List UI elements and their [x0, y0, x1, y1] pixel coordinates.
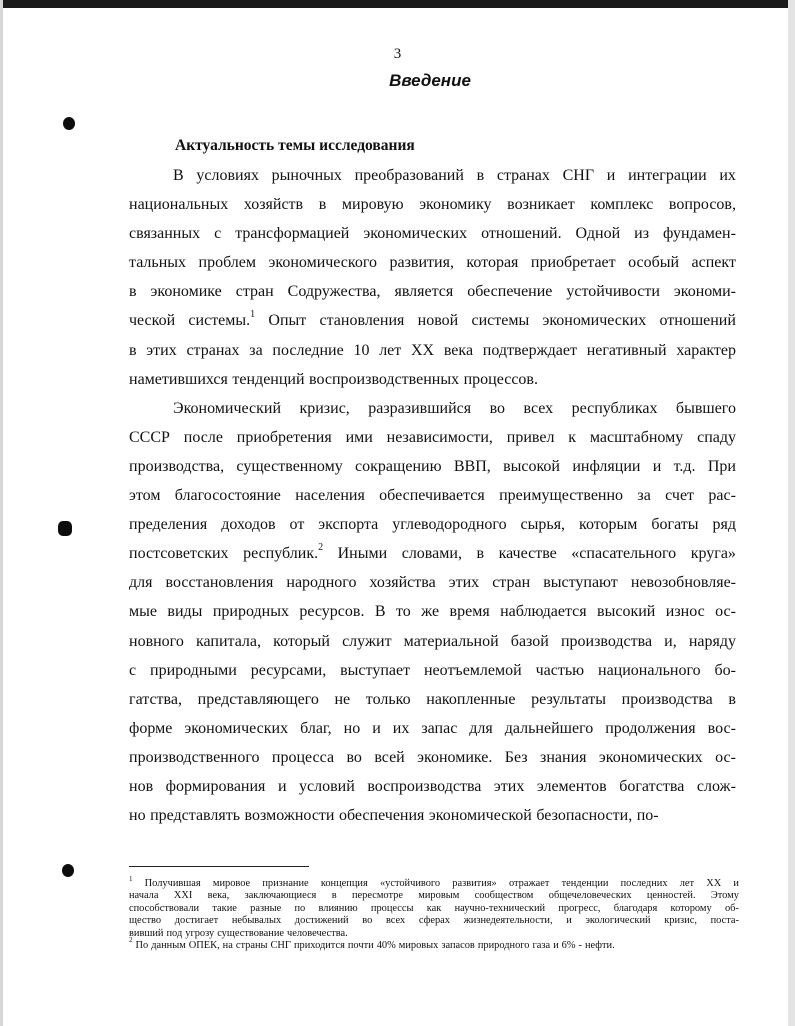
paragraph-line: нов формирования и условий воспроизводства этих элементов богатства слож- [129, 777, 736, 795]
paragraph-line: ческой системы.$^1$ Опыт становления новой системы экономических отношений [129, 309, 736, 330]
paragraph-line: национальных хозяйств в мировую экономику возникает комплекс вопросов, [129, 196, 736, 214]
punch-hole-mark [63, 117, 75, 130]
page-number: 3 [393, 46, 402, 62]
footnote-line: способствовали такие разные по влиянию процессы как научно-технический прогресс, благодаря которому об- [129, 902, 739, 914]
paragraph-line: но представлять возможности обеспечения экономической безопасности, по- [129, 807, 659, 825]
section-heading: Актуальность темы исследования [175, 137, 415, 154]
paragraph-line: этом благосостояние населения обеспечивается преимущественно за счет рас- [129, 487, 736, 505]
footnote-line: вивший под угрозу существование человечества. [129, 927, 348, 939]
paragraph-line: В условиях рыночных преобразований в странах СНГ и интеграции их [173, 167, 736, 184]
paragraph-line: СССР после приобретения ими независимости, привел к масштабному спаду [129, 428, 736, 446]
paragraph-line: в этих странах за последние 10 лет XX века подтверждает негативный характер [129, 341, 736, 359]
paragraph-line: в экономике стран Содружества, является обеспечение устойчивости экономи- [129, 283, 736, 301]
paragraph-line: форме экономических благ, но и их запас для дальнейшего продолжения вос- [129, 719, 736, 737]
paragraph-line: новного капитала, который служит материальной базой производства и, наряду [129, 632, 736, 650]
paragraph-line: гатства, представляющего не только накопленные результаты производства в [129, 690, 736, 708]
paragraph-line: тальных проблем экономического развития, которая приобретает особый аспект [129, 254, 736, 272]
paragraph-line: производственного процесса во всей экономике. Без знания экономических ос- [129, 748, 736, 766]
paragraph-line: пределения доходов от экспорта углеводородного сырья, которым богаты ряд [129, 516, 736, 534]
paragraph-line: для восстановления народного хозяйства этих стран выступают невозобновляе- [129, 574, 736, 592]
paragraph-line: с природными ресурсами, выступает неотъемлемой частью национального бо- [129, 661, 736, 679]
footnote-line: щество достигает небывалых достижений во всех сферах жизнедеятельности, и экологический кризис, поста- [129, 915, 739, 927]
paragraph-line: наметившихся тенденций воспроизводственных процессов. [129, 370, 538, 388]
paragraph-line: постсоветских республик.$^2$ Иными словами, в качестве «спасательного круга» [129, 541, 736, 563]
paragraph-line: мые виды природных ресурсов. В то же время наблюдается высокий износ ос- [129, 603, 736, 621]
punch-hole-mark [62, 864, 74, 877]
scan-top-edge [0, 0, 795, 8]
punch-hole-mark [58, 521, 72, 536]
footnote-line: $^2$ По данным ОПЕК, на страны СНГ приходится почти 40% мировых запасов природного газа и 6% - нефти. [129, 936, 615, 951]
footnotes [129, 874, 739, 952]
footnote-separator [129, 866, 309, 867]
chapter-title: Введение [389, 71, 471, 90]
footnote-line: начала XXI века, заключающиеся в пересмотре мировым сообществом общечеловеческих ценностей. Этому [129, 890, 739, 902]
scan-left-edge [0, 0, 3, 1026]
scan-right-edge [788, 0, 795, 1026]
footnote-line: $^1$ Получившая мировое признание концепция «устойчивого развития» отражает тенденции последних лет XX и [129, 874, 739, 889]
paragraph-line: производства, существенному сокращению ВВП, высокой инфляции и т.д. При [129, 457, 736, 475]
paragraph-line: Экономический кризис, разразившийся во всех республиках бывшего [173, 399, 736, 417]
paragraph-line: связанных с трансформацией экономических отношений. Одной из фундамен- [129, 225, 736, 243]
body-text [129, 161, 736, 830]
